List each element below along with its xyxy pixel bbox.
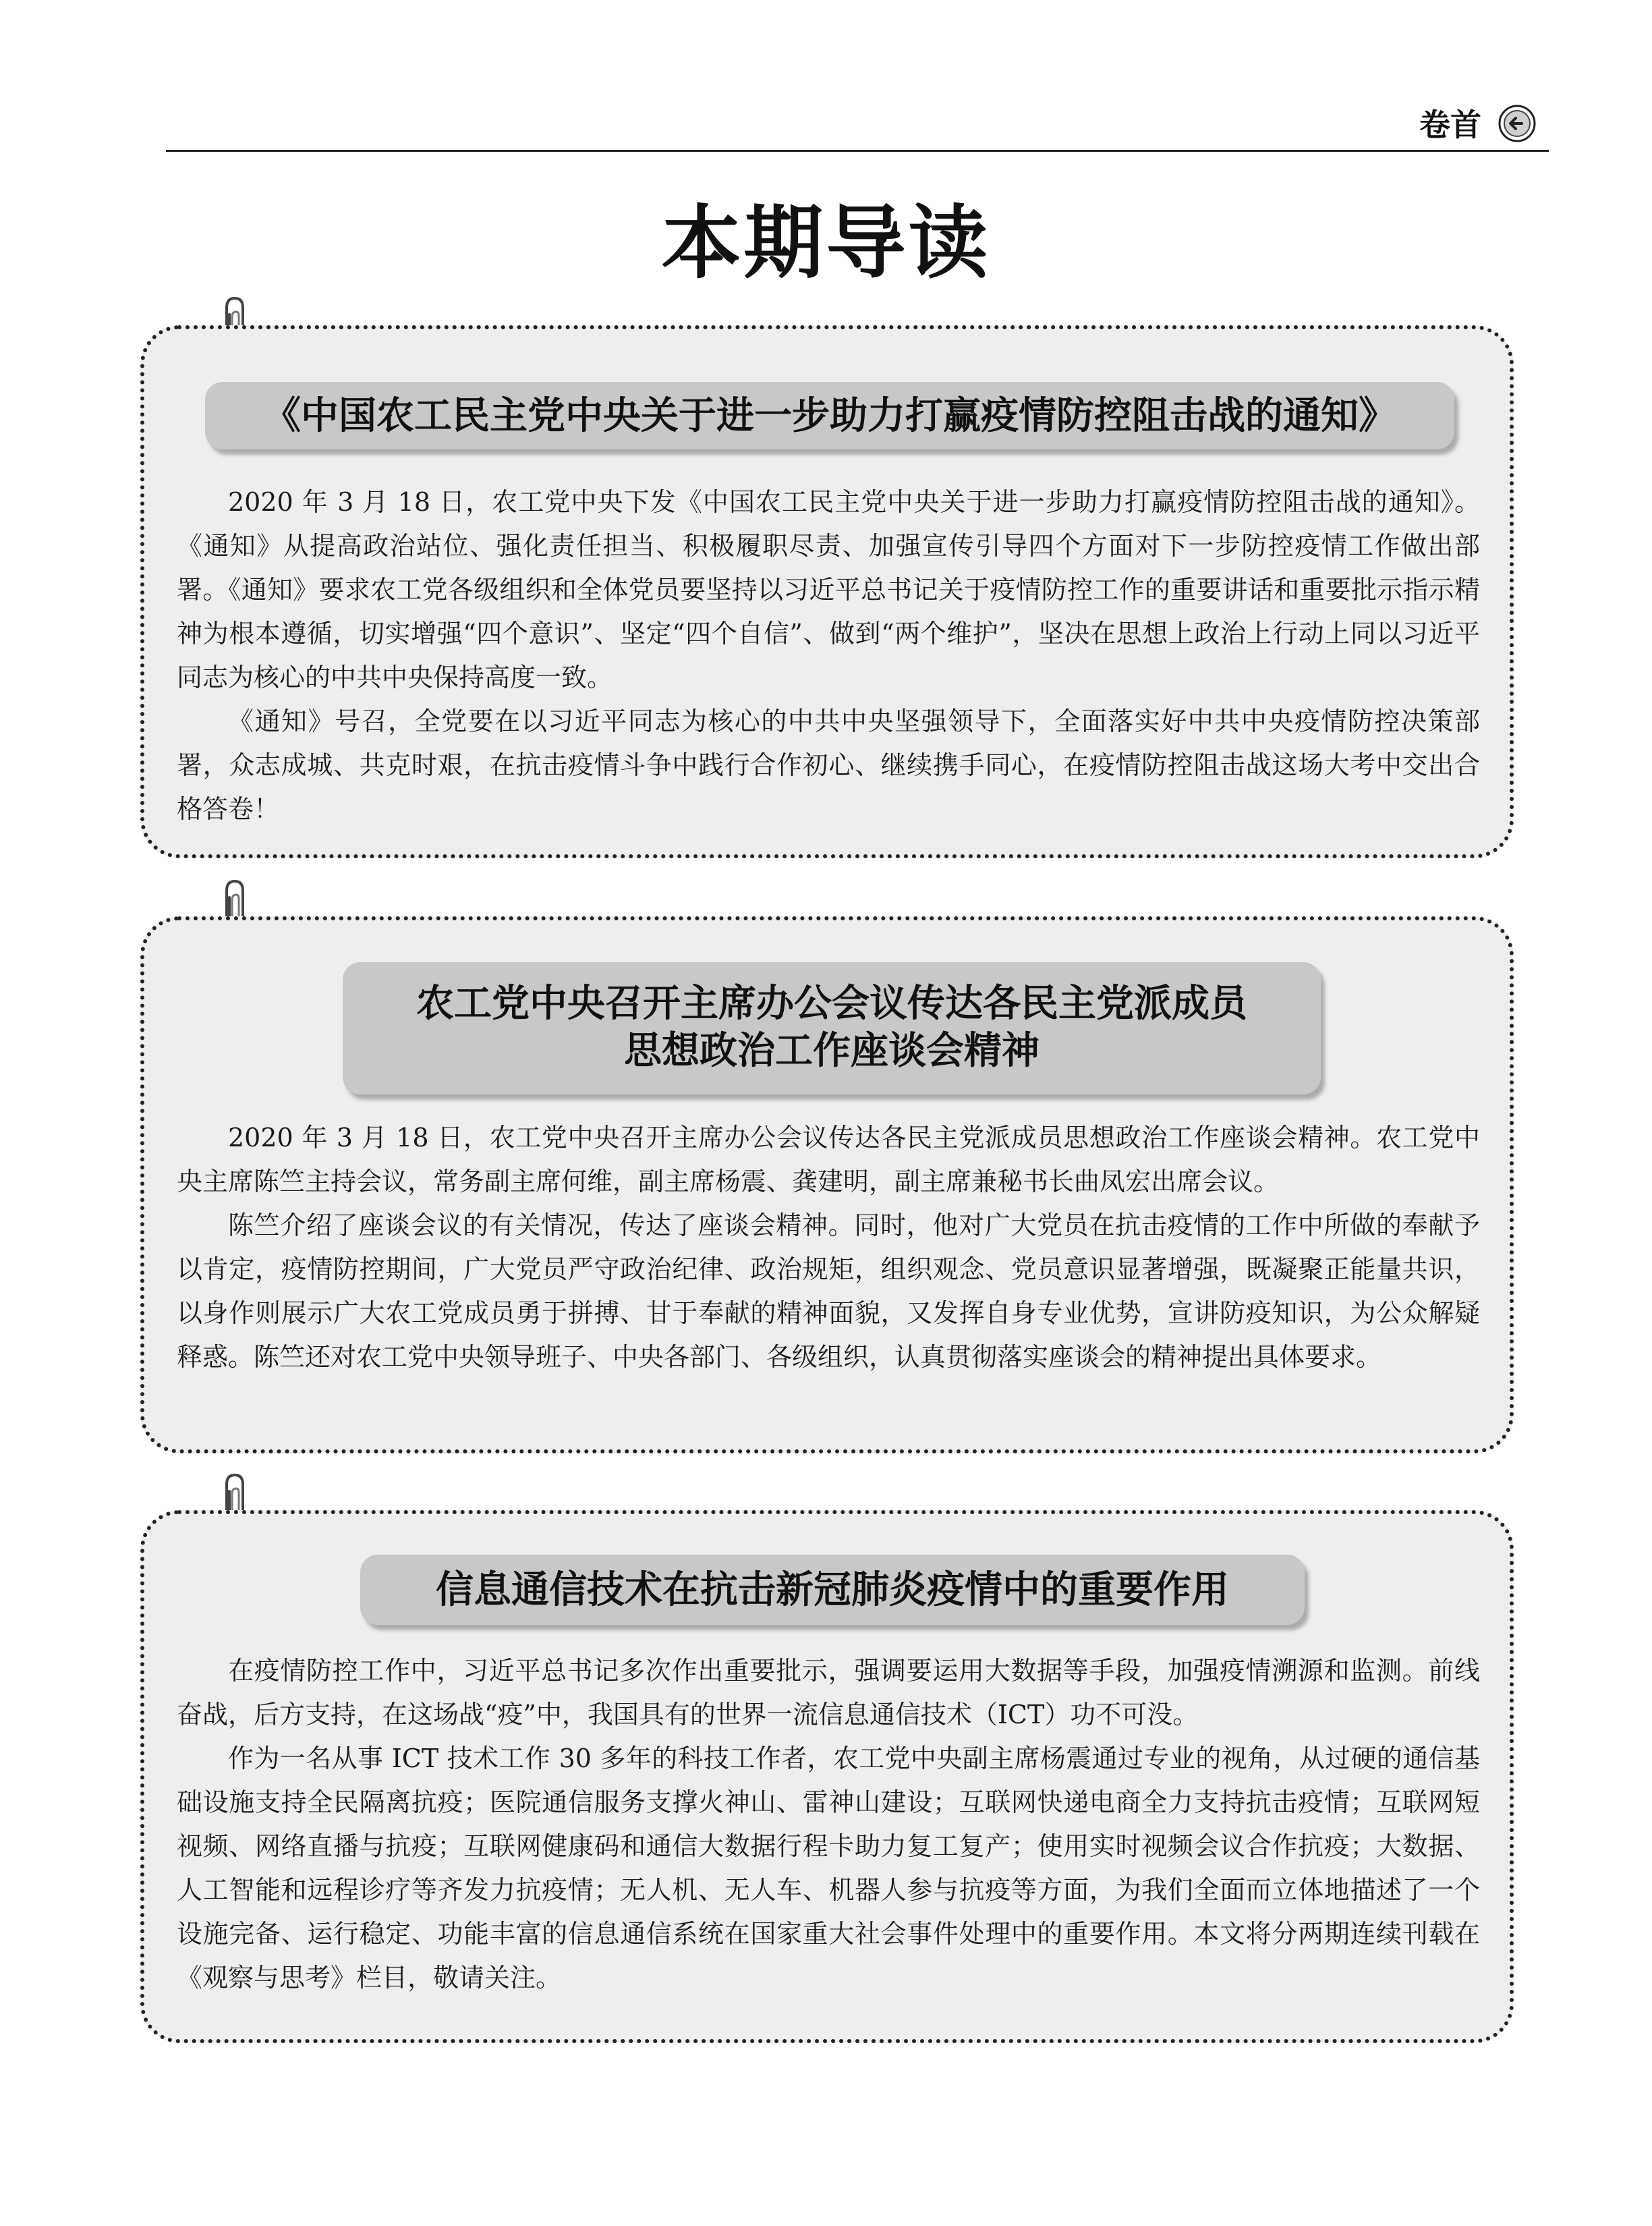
section-label: 卷首 <box>1419 107 1481 143</box>
article-paragraph: 在疫情防控工作中，习近平总书记多次作出重要批示，强调要运用大数据等手段，加强疫情溯源和监测。前线奋战，后方支持，在这场战“疫”中，我国具有的世界一流信息通信技术（ICT）功不可没。 <box>177 1656 1480 1729</box>
article-title[interactable] <box>343 962 1321 1094</box>
page-title: 本期导读 <box>661 196 991 289</box>
page-header <box>166 101 1549 152</box>
article-card <box>140 325 1514 858</box>
article-paragraph: 《通知》号召，全党要在以习近平同志为核心的中共中央坚强领导下，全面落实好中共中央疫情防控决策部署，众志成城、共克时艰，在抗击疫情斗争中践行合作初心、继续携手同心，在疫情防控阻击战这场大考中交出合格答卷！ <box>177 706 1480 824</box>
article-body <box>177 480 1480 831</box>
article-body <box>177 1649 1480 2000</box>
article-paragraph: 2020 年 3 月 18 日，农工党中央下发《中国农工民主党中央关于进一步助力打赢疫情防控阻击战的通知》。《通知》从提高政治站位、强化责任担当、积极履职尽责、加强宣传引导四个方面对下一步防控疫情工作做出部署。《通知》要求农工党各级组织和全体党员要坚持以习近平总书记关于疫情防控工作的重要讲话和重要批示指示精神为根本遵循，切实增强“四个意识”、坚定“四个自信”、做到“两个维护”，坚决在思想上政治上行动上同以习近平同志为核心的中共中央保持高度一致。 <box>177 487 1480 692</box>
article-title[interactable]: 《中国农工民主党中央关于进一步助力打赢疫情防控阻击战的通知》 <box>205 382 1454 449</box>
article-card <box>140 916 1514 1453</box>
article-title[interactable]: 信息通信技术在抗击新冠肺炎疫情中的重要作用 <box>360 1555 1305 1625</box>
article-body <box>177 1116 1480 1379</box>
article-paragraph: 陈竺介绍了座谈会议的有关情况，传达了座谈会精神。同时，他对广大党员在抗击疫情的工作中所做的奉献予以肯定，疫情防控期间，广大党员严守政治纪律、政治规矩，组织观念、党员意识显著增强，既凝聚正能量共识，以身作则展示广大农工党成员勇于拼搏、甘于奉献的精神面貌，又发挥自身专业优势，宣讲防疫知识，为公众解疑释惑。陈竺还对农工党中央领导班子、中央各部门、各级组织，认真贯彻落实座谈会的精神提出具体要求。 <box>177 1211 1480 1372</box>
article-paragraph: 作为一名从事 ICT 技术工作 30 多年的科技工作者，农工党中央副主席杨震通过专业的视角，从过硬的通信基础设施支持全民隔离抗疫；医院通信服务支撑火神山、雷神山建设；互联网快递电商全力支持抗击疫情；互联网短视频、网络直播与抗疫；互联网健康码和通信大数据行程卡助力复工复产；使用实时视频会议合作抗疫；大数据、人工智能和远程诊疗等齐发力抗疫情；无人机、无人车、机器人参与抗疫等方面，为我们全面而立体地描述了一个设施完备、运行稳定、功能丰富的信息通信系统在国家重大社会事件处理中的重要作用。本文将分两期连续刊载在《观察与思考》栏目，敬请关注。 <box>177 1744 1480 1993</box>
article-card <box>140 1510 1514 2043</box>
article-paragraph: 2020 年 3 月 18 日，农工党中央召开主席办公会议传达各民主党派成员思想政治工作座谈会精神。农工党中央主席陈竺主持会议，常务副主席何维，副主席杨震、龚建明，副主席兼秘书长曲凤宏出席会议。 <box>177 1123 1480 1196</box>
back-arrow-icon[interactable] <box>1498 104 1537 143</box>
article-title-line: 农工党中央召开主席办公会议传达各民主党派成员 <box>416 981 1247 1026</box>
article-title-line: 思想政治工作座谈会精神 <box>624 1028 1039 1073</box>
